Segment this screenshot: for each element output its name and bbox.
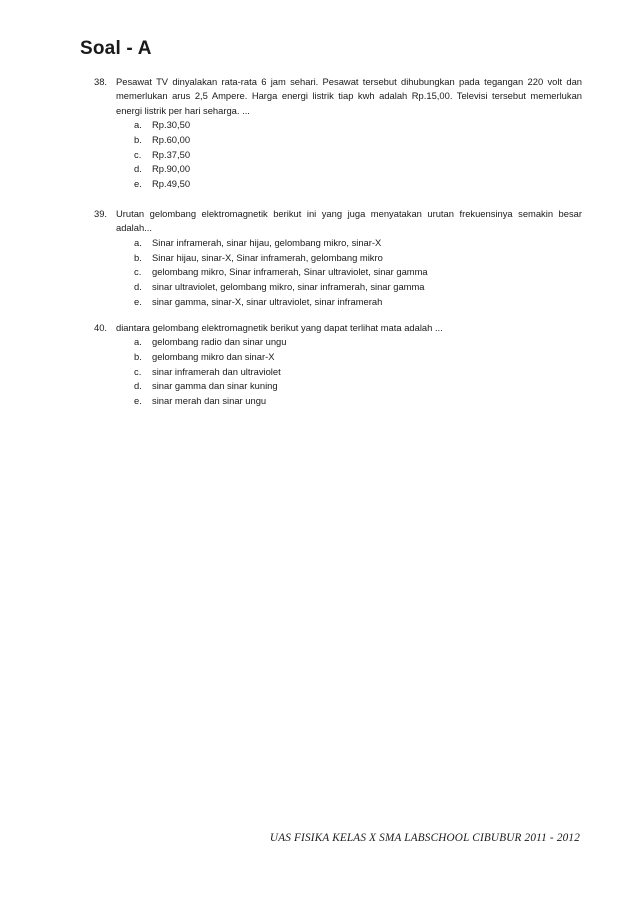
question-text: diantara gelombang elektromagnetik berikut yang dapat terlihat mata adalah ... [116,322,443,333]
answer-options [94,236,582,309]
option-letter: a. [134,119,142,131]
page-footer: UAS FISIKA KELAS X SMA LABSCHOOL CIBUBUR 2011 - 2012 [269,832,580,844]
answer-option [94,118,582,133]
option-letter: e. [134,395,142,407]
option-text: Sinar inframerah, sinar hijau, gelombang mikro, sinar-X [152,236,382,248]
option-text: Rp.30,50 [152,119,191,131]
question-number: 40. [94,322,108,333]
option-text: Sinar hijau, sinar-X, Sinar inframerah, gelombang mikro [152,251,383,263]
option-text: Rp.49,50 [152,177,191,189]
option-text: Rp.90,00 [152,163,191,175]
answer-option [94,162,582,177]
option-letter: a. [134,236,142,248]
option-text: Rp.37,50 [152,148,191,160]
question-stem [94,75,582,118]
option-letter: d. [134,380,142,392]
answer-option [94,335,582,350]
question-40 [94,321,582,409]
option-text: sinar merah dan sinar ungu [152,395,267,407]
question-text: Urutan gelombang elektromagnetik berikut ini yang juga menyatakan urutan frekuensinya semakin besar adalah... [116,208,582,234]
answer-option [94,265,582,280]
option-text: sinar inframerah dan ultraviolet [152,365,281,377]
answer-option [94,350,582,365]
answer-option [94,394,582,409]
option-text: sinar ultraviolet, gelombang mikro, sinar inframerah, sinar gamma [152,280,425,292]
answer-options [94,335,582,408]
question-stem [94,321,582,335]
answer-option [94,177,582,192]
answer-option [94,365,582,380]
answer-option [94,379,582,394]
option-letter: d. [134,163,142,175]
option-letter: b. [134,251,142,263]
question-39 [94,207,582,309]
answer-option [94,236,582,251]
answer-option [94,148,582,163]
answer-option [94,133,582,148]
option-text: gelombang radio dan sinar ungu [152,336,287,348]
question-text: Pesawat TV dinyalakan rata-rata 6 jam sehari. Pesawat tersebut dihubungkan pada tegangan 220 volt dan memerlukan arus 2,5 Ampere. Harga energi listrik tiap kwh adalah Rp.15,00. Televisi tersebut memerlukan energi listrik per hari seharga. ... [116,76,582,116]
option-letter: d. [134,280,142,292]
answer-option [94,295,582,310]
answer-option [94,251,582,266]
option-letter: c. [134,365,142,377]
option-text: Rp.60,00 [152,133,191,145]
page-heading: Soal - A [80,38,152,59]
question-number: 39. [94,208,108,219]
option-text: sinar gamma, sinar-X, sinar ultraviolet, sinar inframerah [152,295,383,307]
answer-options [94,118,582,191]
option-text: sinar gamma dan sinar kuning [152,380,278,392]
question-stem [94,207,582,236]
question-number: 38. [94,76,108,87]
option-letter: a. [134,336,142,348]
question-38 [94,75,582,192]
option-text: gelombang mikro dan sinar-X [152,351,275,363]
option-letter: c. [134,148,142,160]
answer-option [94,280,582,295]
option-letter: b. [134,351,142,363]
option-letter: e. [134,177,142,189]
option-letter: c. [134,266,142,278]
option-letter: e. [134,295,142,307]
option-letter: b. [134,133,142,145]
option-text: gelombang mikro, Sinar inframerah, Sinar ultraviolet, sinar gamma [152,266,428,278]
